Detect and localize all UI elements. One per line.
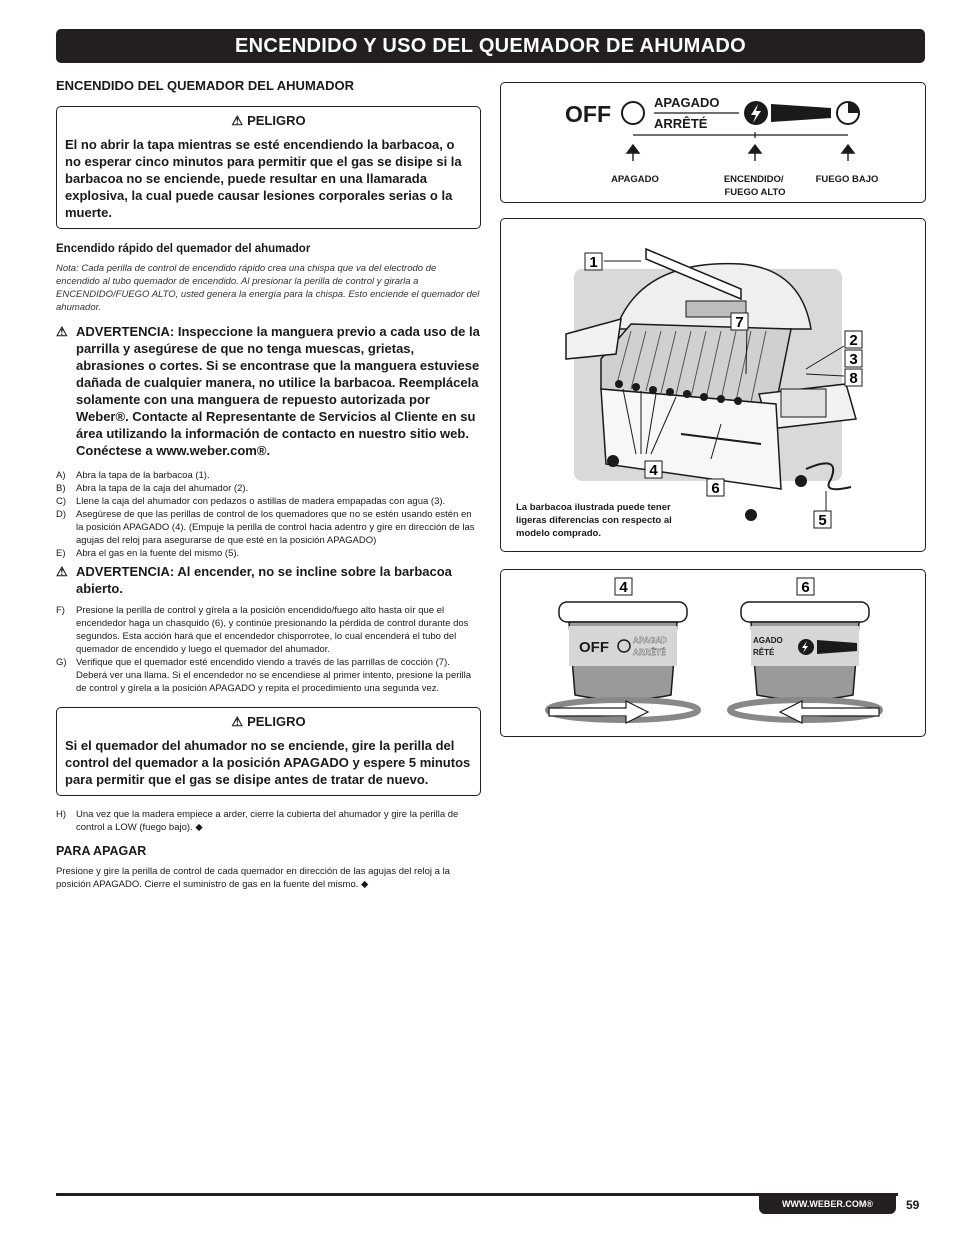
- caster-wheel: [607, 455, 619, 467]
- list-item-text: Presione la perilla de control y gírela a la posición encendido/fuego alto hasta oír que el encendedor haga un chasquido (6), y continúe presionando la pérdida de control durante dos segundos. Esta acción hará que el encendedor chisporrotee, lo cual encenderá el tubo del quemador de encendido y luego el quemador del ahumador.: [76, 605, 469, 655]
- list-item-key: G): [56, 657, 67, 668]
- warning-triangle-icon: ⚠: [56, 564, 68, 579]
- off-circle-icon: [622, 102, 644, 124]
- list-item-text: Asegúrese de que las perillas de control de los quemadores que no se estén usando estén en la posición APAGADO (4). (Empuje la perilla de control hacia adentro y gire en dirección de las agujas del reloj para asegurarse de que esté en la posición APAGADO): [76, 509, 475, 546]
- list-item: [56, 604, 481, 656]
- warning-triangle-icon: ⚠: [231, 113, 244, 128]
- callout-5: 5: [818, 512, 827, 529]
- list-item-key: F): [56, 605, 65, 616]
- callout-8: 8: [849, 370, 858, 387]
- list-item-key: C): [56, 496, 67, 507]
- knob-positions-svg: [501, 83, 925, 202]
- caster-wheel: [795, 475, 807, 487]
- list-item-key: D): [56, 509, 67, 520]
- knob-turn-svg: [501, 570, 925, 736]
- danger-box-2: [56, 707, 481, 796]
- knob-label-fr: ARRÊTÉ: [633, 648, 666, 657]
- danger-box-1: [56, 106, 481, 229]
- steps-f-g: [56, 604, 481, 695]
- left-column: [56, 78, 481, 891]
- warning-triangle-icon: ⚠: [231, 714, 244, 729]
- warning-hose-link: Conéctese a www.weber.com®.: [76, 443, 271, 458]
- danger-title: ⚠ PELIGRO: [231, 714, 306, 729]
- note-text: Nota: Cada perilla de control de encendido rápido crea una chispa que va del electrodo de encendido al tubo quemador de encendido. Al presionar la perilla de control y girarla a ENCENDIDO/FUEGO ALTO, usted genera la energía para la chispa. Esto enciende el quemador del ahumador.: [56, 263, 480, 313]
- page-title: ENCENDIDO Y USO DEL QUEMADOR DE AHUMADO: [56, 29, 925, 63]
- off-label-es: APAGADO: [654, 95, 720, 110]
- knob-label-es: AGADO: [753, 636, 783, 645]
- list-item-key: E): [56, 548, 66, 559]
- callout-4: 4: [649, 462, 658, 479]
- list-item: [56, 495, 481, 508]
- arrow-up-icon: [842, 145, 854, 161]
- callout-7: 7: [735, 314, 744, 331]
- knob-positions-diagram: [500, 82, 926, 203]
- callout-6: 6: [711, 480, 720, 497]
- knob-turn-diagram: [500, 569, 926, 737]
- knob-label-fr: RÊTÉ: [753, 648, 775, 657]
- list-item-text: Llene la caja del ahumador con pedazos o astillas de madera empapadas con agua (3).: [76, 496, 446, 507]
- callout-6: 6: [801, 579, 810, 596]
- smoker-box: [781, 389, 826, 417]
- list-item: [56, 469, 481, 482]
- quick-light-title: Encendido rápido del quemador del ahumador: [56, 243, 311, 255]
- warning-hose-text: ADVERTENCIA: Inspeccione la manguera previo a cada uso de la parrilla y asegúrese de que no tenga muescas, grietas, abrasiones o cortes. Si se encontrase que la manguera estuviese dañada de cualquier manera, no utilice la barbacoa. Reemplácela solamente con una manguera de repuesto autorizada por Weber®. Contacte al Representante de Servicios al Cliente en su área utilizando la información de contacto en nuestro sitio web.: [76, 324, 480, 441]
- step-h: [56, 808, 481, 834]
- caption-off: APAGADO: [611, 174, 659, 185]
- off-label-fr: ARRÊTÉ: [654, 116, 708, 131]
- knob-left: [548, 602, 698, 723]
- list-item-key: B): [56, 483, 66, 494]
- warning-hose: [56, 323, 481, 459]
- list-item-key: A): [56, 470, 66, 481]
- arrow-up-icon: [749, 145, 761, 161]
- list-item: H) Una vez que la madera empiece a arder, cierre la cubierta del ahumador y gire la perilla de control a LOW (fuego bajo). ◆: [56, 809, 459, 833]
- list-item-text: Abra la tapa de la barbacoa (1).: [76, 470, 210, 481]
- warning-lean-text: ADVERTENCIA: Al encender, no se incline sobre la barbacoa abierto.: [76, 564, 452, 596]
- caption-high: ENCENDIDO/ FUEGO ALTO: [723, 174, 786, 198]
- list-item-text: Verifique que el quemador esté encendido viendo a través de las parrillas de cocción (7). Deberá ver una llama. Si el encendedor no se encendiese al primer intento, presione la perilla de control y gírela a la posición APAGADO y repita el procedimiento una segunda vez.: [76, 657, 472, 694]
- list-item-text: Abra el gas en la fuente del mismo (5).: [76, 548, 240, 559]
- knob-off-label: OFF: [579, 639, 609, 656]
- grill-caption: La barbacoa ilustrada puede tener ligeras diferencias con respecto al modelo comprado.: [516, 502, 672, 539]
- knob-right: [730, 602, 880, 723]
- list-item: [56, 482, 481, 495]
- list-item: [56, 656, 481, 695]
- warning-triangle-icon: ⚠: [56, 324, 68, 339]
- knob-label-es: APAGAD: [633, 636, 668, 645]
- callout-1: 1: [589, 254, 598, 271]
- page-number: 59: [906, 1198, 920, 1212]
- low-quarter-fill: [848, 102, 859, 113]
- list-item-text: Abra la tapa de la caja del ahumador (2).: [76, 483, 249, 494]
- turn-off-title: PARA APAGAR: [56, 844, 147, 858]
- grill-diagram: [500, 218, 926, 552]
- footer-url: WWW.WEBER.COM®: [759, 1194, 896, 1214]
- caster-wheel: [745, 509, 757, 521]
- warning-lean: [56, 563, 481, 597]
- turn-off-text: Presione y gire la perilla de control de cada quemador en dirección de las agujas del reloj a la posición APAGADO. Cierre el suministro de gas en la fuente del mismo. ◆: [56, 866, 450, 890]
- list-item: [56, 547, 481, 560]
- caption-low: FUEGO BAJO: [815, 174, 879, 185]
- steps-a-e: [56, 469, 481, 560]
- callout-4: 4: [619, 579, 628, 596]
- callout-3: 3: [849, 351, 858, 368]
- danger-text: Si el quemador del ahumador no se enciende, gire la perilla del control del quemador a la posición APAGADO y espere 5 minutos para permitir que el gas se disipe antes de tratar de nuevo.: [65, 738, 471, 787]
- danger-title: ⚠ PELIGRO: [231, 113, 306, 128]
- arrow-up-icon: [627, 145, 639, 161]
- section-title: ENCENDIDO DEL QUEMADOR DEL AHUMADOR: [56, 78, 355, 93]
- list-item: [56, 508, 481, 547]
- callout-2: 2: [849, 332, 858, 349]
- off-label: OFF: [565, 101, 611, 127]
- flame-wedge-icon: [771, 104, 831, 122]
- danger-text: El no abrir la tapa mientras se esté encendiendo la barbacoa, o no esperar cinco minutos para permitir que el gas se disipe si la barbacoa no se enciende, puede resultar en una llamarada explosiva, la cual puede causar lesiones corporales serias o la muerte.: [65, 137, 462, 220]
